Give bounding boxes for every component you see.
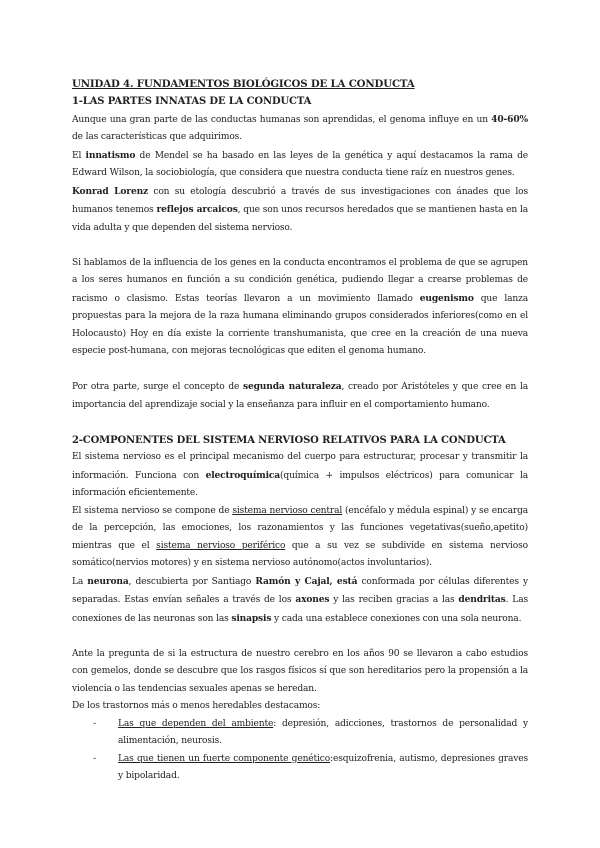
document-title: UNIDAD 4. FUNDAMENTOS BIOLÓGICOS DE LA CONDUCTA xyxy=(72,78,415,90)
section-heading-1: 1-LAS PARTES INNATAS DE LA CONDUCTA xyxy=(72,96,312,107)
trastornos-list xyxy=(72,716,528,786)
paragraph-lorenz: Konrad Lorenz con su etología descubrió a través de sus investigaciones con ánades que los humanos tenemos reflejos arcaicos, que son unos recursos heredados que se mantienen hasta en la vida adulta y que dependen del sistema nervioso. xyxy=(72,185,529,233)
paragraph-snc-snp: El sistema nervioso se compone de sistema nervioso central (encéfalo y médula espinal) y se encarga de la percepción, las emociones, los razonamientos y las funciones vegetativas(sueño,apetito) mientras que el sistema nervioso periférico que a su vez se subdivide en sistema nervioso somático(nervios motores) y en sistema nervioso autónomo(actos involuntarios). xyxy=(72,505,529,568)
paragraph-segunda-naturaleza: Por otra parte, surge el concepto de segunda naturaleza, creado por Aristóteles y que cree en la importancia del aprendizaje social y la enseñanza para influir en el comportamiento humano. xyxy=(72,381,528,410)
section-heading-2: 2-COMPONENTES DEL SISTEMA NERVIOSO RELATIVOS PARA LA CONDUCTA xyxy=(72,434,506,446)
paragraph-innatismo: El innatismo de Mendel se ha basado en las leyes de la genética y aquí destacamos la rama de Edward Wilson, la sociobiología, que considera que nuestra conducta tiene raíz en nuestros genes. xyxy=(72,149,528,178)
list-item: - Las que dependen del ambiente: depresión, adicciones, trastornos de personalidad y alimentación, neurosis. xyxy=(93,718,528,746)
list-item: - Las que tienen un fuerte componente genético:esquizofrenia, autismo, depresiones graves y bipolaridad. xyxy=(93,753,528,781)
paragraph-sistema-nervioso: El sistema nervioso es el principal mecanismo del cuerpo para estructurar, procesar y transmitir la información. Funciona con electroquímica(química + impulsos eléctricos) para comunicar la información eficientemente. xyxy=(72,452,528,498)
paragraph-gemelos: Ante la pregunta de si la estructura de nuestro cerebro en los años 90 se llevaron a cabo estudios con gemelos, donde se descubre que los rasgos físicos sí que son hereditarios pero la propensión a la violencia o las tendencias sexuales apenas se heredan. xyxy=(72,648,528,694)
paragraph-genoma: Aunque una gran parte de las conductas humanas son aprendidas, el genoma influye en un 40-60% de las características que adquirimos. xyxy=(72,113,528,142)
paragraph-eugenismo: Si hablamos de la influencia de los genes en la conducta encontramos el problema de que se agrupen a los seres humanos en función a su condición genética, pudiendo llegar a crearse problemas de racismo o clasismo. Estas teorías llevaron a un movimiento llamado eugenismo que lanza propuestas para la mejora de la raza humana eliminando grupos considerados inferiores(como en el Holocausto) Hoy en día existe la corriente transhumanista, que cree en la creación de una nueva especie post-humana, con mejoras tecnológicas que editen el genoma humano. xyxy=(72,257,528,356)
document-body xyxy=(72,76,528,786)
paragraph-trastornos-intro: De los trastornos más o menos heredables destacamos: xyxy=(72,701,321,711)
paragraph-neurona: La neurona, descubierta por Santiago Ramón y Cajal, está conformada por células diferentes y separadas. Estas envían señales a través de los axones y las reciben gracias a las dendritas. Las conexiones de las neuronas son las sinapsis y cada una establece conexiones con una sola neurona. xyxy=(72,575,528,624)
